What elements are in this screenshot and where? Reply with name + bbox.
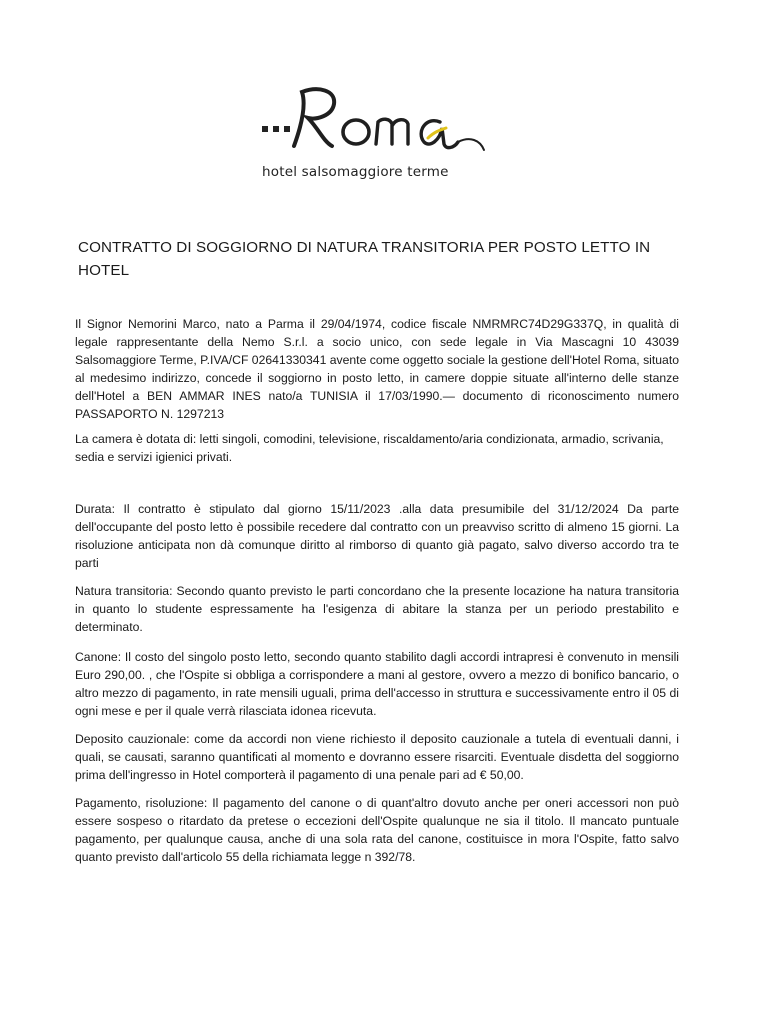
party-identification-paragraph: Il Signor Nemorini Marco, nato a Parma il 29/04/1974, codice fiscale NMRMRC74D29G337Q, in qualità di legale rappresentante della Nemo S.r.l. a socio unico, con sede legale in Via Mascagni 10 43039 Salsomaggiore Terme, P.IVA/CF 02641330341 avente come oggetto sociale la gestione dell'Hotel Roma, situato al medesimo indirizzo, concede il soggiorno in posto letto, in camere doppie situate all'interno delle stanze dell'Hotel a BEN AMMAR INES nato/a TUNISIA il 17/03/1990.— documento di riconoscimento numero PASSAPORTO N. 1297213 — [75, 317, 679, 422]
security-deposit-paragraph: Deposito cauzionale: come da accordi non viene richiesto il deposito cauzionale a tutela di eventuali danni, i quali, se causati, saranno quantificati al momento e dovranno essere risarciti. Eventuale disdetta del soggiorno prima dell'ingresso in Hotel comporterà il pagamento di una penale pari ad € 50,00. — [75, 732, 679, 783]
payment-termination-paragraph: Pagamento, risoluzione: Il pagamento del canone o di quant'altro dovuto anche per oneri accessori non può essere sospeso o ritardato da pretese o eccezioni dell'Ospite qualunque ne sia il titolo. Il mancato puntuale pagamento, per qualunque causa, anche di una sola rata del canone, costituisce in mora l'Ospite, fatto salvo quanto previsto dall'articolo 55 della richiamata legge n 392/78. — [75, 796, 679, 865]
room-equipment-paragraph: La camera è dotata di: letti singoli, comodini, televisione, riscaldamento/aria condizionata, armadio, scrivania, sedia e servizi igienici privati. — [75, 432, 664, 465]
duration-paragraph: Durata: Il contratto è stipulato dal giorno 15/11/2023 .alla data presumibile del 31/12/2024 Da parte dell'occupante del posto letto è possibile recedere dal contratto con un preavviso scritto di almeno 15 giorni. La risoluzione anticipata non dà comunque diritto al rimborso di quanto già pagato, salvo diverso accordo tra te parti — [75, 502, 679, 571]
hotel-roma-logo — [258, 84, 494, 184]
rent-paragraph: Canone: Il costo del singolo posto letto, secondo quanto stabilito dagli accordi intrapresi è convenuto in mensili Euro 290,00. , che l'Ospite si obbliga a corrispondere a mani al gestore, ovvero a mezzo di bonifico bancario, o altro mezzo di pagamento, in rate mensili uguali, prima dell'accesso in struttura e successivamente entro il 05 di ogni mese e per il quale verrà rilasciata idonea ricevuta. — [75, 650, 679, 719]
document-title: CONTRATTO DI SOGGIORNO DI NATURA TRANSITORIA PER POSTO LETTO IN HOTEL — [78, 239, 651, 279]
roma-logo-mark — [258, 84, 494, 164]
logo-subtitle: hotel salsomaggiore terme — [262, 164, 449, 180]
transitory-nature-paragraph: Natura transitoria: Secondo quanto previsto le parti concordano che la presente locazione ha natura transitoria in quanto lo studente espressamente ha l'esigenza di abitare la stanza per un periodo prestabilito e determinato. — [75, 584, 679, 635]
